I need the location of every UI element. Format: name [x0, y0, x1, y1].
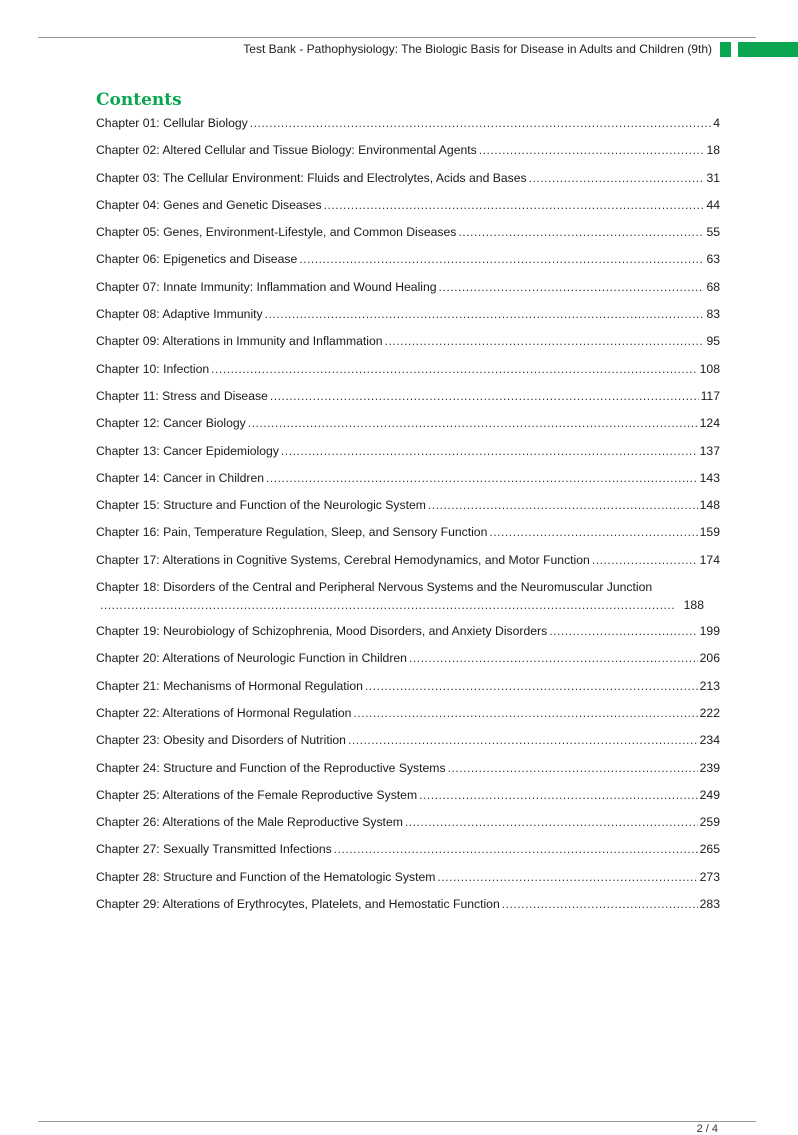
- toc-entry-leader: [281, 442, 698, 460]
- toc-entry-title: Chapter 12: Cancer Biology: [96, 416, 246, 431]
- toc-entry-title: Chapter 27: Sexually Transmitted Infections: [96, 842, 332, 857]
- toc-entry[interactable]: [96, 496, 720, 523]
- toc-entry-page: 31: [706, 170, 720, 185]
- toc-entry-leader: [479, 141, 705, 159]
- toc-entry-leader: [250, 114, 711, 132]
- toc-entry-title: Chapter 22: Alterations of Hormonal Regulation: [96, 705, 352, 720]
- toc-entry-leader: [324, 196, 705, 214]
- toc-entry[interactable]: [96, 622, 720, 649]
- toc-entry-page: 117: [700, 388, 720, 403]
- toc-entry[interactable]: [96, 895, 720, 922]
- toc-entry-page: 4: [713, 116, 720, 130]
- toc-entry-title: Chapter 11: Stress and Disease: [96, 388, 268, 403]
- toc-entry-page: 213: [699, 678, 720, 693]
- toc-entry[interactable]: [96, 196, 720, 223]
- toc-entry-page: 206: [699, 651, 720, 666]
- toc-entry-title: Chapter 26: Alterations of the Male Reproductive System: [96, 815, 403, 830]
- toc-entry[interactable]: [96, 677, 720, 704]
- toc-entry[interactable]: [96, 169, 720, 196]
- toc-entry-page: 55: [706, 225, 720, 240]
- toc-entry[interactable]: [96, 731, 720, 758]
- toc-entry[interactable]: [96, 278, 720, 305]
- toc-entry-page: 222: [699, 705, 720, 720]
- toc-entry-page: 137: [699, 443, 720, 458]
- toc-entry[interactable]: [96, 868, 720, 895]
- toc-entry-leader: [409, 649, 698, 667]
- toc-entry[interactable]: [96, 442, 720, 469]
- toc-entry-page: 174: [699, 552, 720, 567]
- toc-entry-page: 108: [699, 361, 720, 376]
- toc-entry-page: 199: [699, 624, 720, 639]
- toc-entry[interactable]: [96, 469, 720, 496]
- toc-entry-leader: [348, 731, 698, 749]
- toc-entry[interactable]: [96, 305, 720, 332]
- toc-entry-page: 188: [683, 598, 704, 613]
- toc-entry-page: 283: [699, 897, 720, 912]
- toc-entry-title: Chapter 04: Genes and Genetic Diseases: [96, 197, 322, 212]
- toc-entry[interactable]: [96, 387, 720, 414]
- toc-entry-page: 18: [706, 143, 720, 158]
- toc-entry-leader: [270, 387, 699, 405]
- toc-entry-page: 83: [706, 307, 720, 322]
- toc-entry-title: Chapter 25: Alterations of the Female Reproductive System: [96, 787, 418, 802]
- footer-page-indicator: 2 / 4: [696, 1123, 718, 1135]
- toc-entry-title: Chapter 02: Altered Cellular and Tissue Biology: Environmental Agents: [96, 143, 477, 158]
- footer-rule: [38, 1121, 756, 1122]
- toc-entry-title: Chapter 06: Epigenetics and Disease: [96, 252, 298, 267]
- toc-entry-leader: [419, 786, 698, 804]
- toc-entry-page: 234: [699, 733, 720, 748]
- toc-entry-page: 148: [699, 498, 720, 513]
- toc-entry[interactable]: [96, 141, 720, 168]
- toc-entry-leader: [299, 250, 704, 268]
- toc-entry[interactable]: [96, 414, 720, 441]
- toc-entry-page: 124: [699, 416, 720, 431]
- toc-entry[interactable]: [96, 786, 720, 813]
- toc-entry-leader: [448, 759, 698, 777]
- toc-entry-page: 259: [699, 815, 720, 830]
- toc-entry-leader: [405, 813, 698, 831]
- header-rule: [38, 37, 756, 38]
- toc-entry[interactable]: [96, 649, 720, 676]
- toc-entry-title: Chapter 19: Neurobiology of Schizophrenia, Mood Disorders, and Anxiety Disorders: [96, 624, 548, 639]
- toc-entry-title: Chapter 16: Pain, Temperature Regulation, Sleep, and Sensory Function: [96, 525, 488, 540]
- toc-entry-title: Chapter 14: Cancer in Children: [96, 470, 265, 485]
- contents-heading: Contents: [96, 90, 182, 110]
- toc-entry[interactable]: [96, 578, 720, 622]
- toc-entry-title: Chapter 15: Structure and Function of the Neurologic System: [96, 498, 426, 513]
- toc-entry-title: Chapter 18: Disorders of the Central and Peripheral Nervous Systems and the Neuromuscular Junction: [96, 580, 653, 595]
- toc-entry-title: Chapter 08: Adaptive Immunity: [96, 307, 263, 322]
- toc-entry-page: 265: [699, 842, 720, 857]
- toc-entry[interactable]: [96, 551, 720, 578]
- header-title: Test Bank - Pathophysiology: The Biologic Basis for Disease in Adults and Children (9th): [243, 42, 712, 56]
- toc-entry[interactable]: [96, 759, 720, 786]
- toc-entry-title: Chapter 03: The Cellular Environment: Fluids and Electrolytes, Acids and Bases: [96, 170, 527, 185]
- toc-entry-page: 44: [706, 197, 720, 212]
- toc-entry-title: Chapter 09: Alterations in Immunity and Inflammation: [96, 334, 383, 349]
- toc-entry-leader: [100, 596, 674, 614]
- table-of-contents: [96, 114, 720, 922]
- toc-entry-leader: [428, 496, 698, 514]
- toc-entry[interactable]: [96, 813, 720, 840]
- toc-entry-page: 68: [706, 279, 720, 294]
- toc-entry-title: Chapter 24: Structure and Function of the Reproductive Systems: [96, 760, 446, 775]
- toc-entry-leader: [353, 704, 697, 722]
- toc-entry-leader: [529, 169, 705, 187]
- toc-entry-page: 159: [699, 525, 720, 540]
- toc-entry[interactable]: [96, 114, 720, 141]
- toc-entry[interactable]: [96, 704, 720, 731]
- toc-entry[interactable]: [96, 360, 720, 387]
- toc-entry-title: Chapter 10: Infection: [96, 361, 210, 376]
- toc-entry[interactable]: [96, 250, 720, 277]
- toc-entry-title: Chapter 01: Cellular Biology: [96, 116, 248, 130]
- toc-entry-page: 143: [699, 470, 720, 485]
- toc-entry-leader: [265, 305, 705, 323]
- toc-entry-title: Chapter 05: Genes, Environment-Lifestyle, and Common Diseases: [96, 225, 457, 240]
- toc-entry-title: Chapter 23: Obesity and Disorders of Nutrition: [96, 733, 346, 748]
- toc-entry-leader: [439, 278, 705, 296]
- toc-entry-leader: [592, 551, 698, 569]
- toc-entry-title: Chapter 13: Cancer Epidemiology: [96, 443, 279, 458]
- toc-entry-leader: [266, 469, 698, 487]
- toc-entry[interactable]: [96, 332, 720, 359]
- toc-entry-page: 63: [706, 252, 720, 267]
- toc-entry-page: 239: [699, 760, 720, 775]
- toc-entry-page: 273: [699, 869, 720, 884]
- toc-entry-title: Chapter 07: Innate Immunity: Inflammation and Wound Healing: [96, 279, 437, 294]
- toc-entry-title: Chapter 21: Mechanisms of Hormonal Regulation: [96, 678, 363, 693]
- toc-entry-title: Chapter 17: Alterations in Cognitive Systems, Cerebral Hemodynamics, and Motor Function: [96, 552, 590, 567]
- header-accent-block-small: [720, 42, 731, 57]
- toc-entry-leader: [437, 868, 697, 886]
- toc-entry-leader: [502, 895, 698, 913]
- toc-entry-leader: [365, 677, 698, 695]
- toc-entry[interactable]: [96, 223, 720, 250]
- toc-entry-leader: [458, 223, 704, 241]
- toc-entry[interactable]: [96, 840, 720, 867]
- toc-entry-leader: [385, 332, 705, 350]
- toc-entry-leader: [211, 360, 698, 378]
- toc-entry-leader: [549, 622, 697, 640]
- toc-entry-page: 249: [699, 787, 720, 802]
- toc-entry-leader: [334, 840, 698, 858]
- toc-entry-leader: [248, 414, 698, 432]
- toc-entry-title: Chapter 20: Alterations of Neurologic Function in Children: [96, 651, 407, 666]
- header-accent-block-large: [738, 42, 798, 57]
- toc-entry-page: 95: [706, 334, 720, 349]
- toc-entry-title: Chapter 28: Structure and Function of the Hematologic System: [96, 869, 436, 884]
- toc-entry-title: Chapter 29: Alterations of Erythrocytes, Platelets, and Hemostatic Function: [96, 897, 500, 912]
- toc-entry-leader: [489, 523, 697, 541]
- toc-entry[interactable]: [96, 523, 720, 550]
